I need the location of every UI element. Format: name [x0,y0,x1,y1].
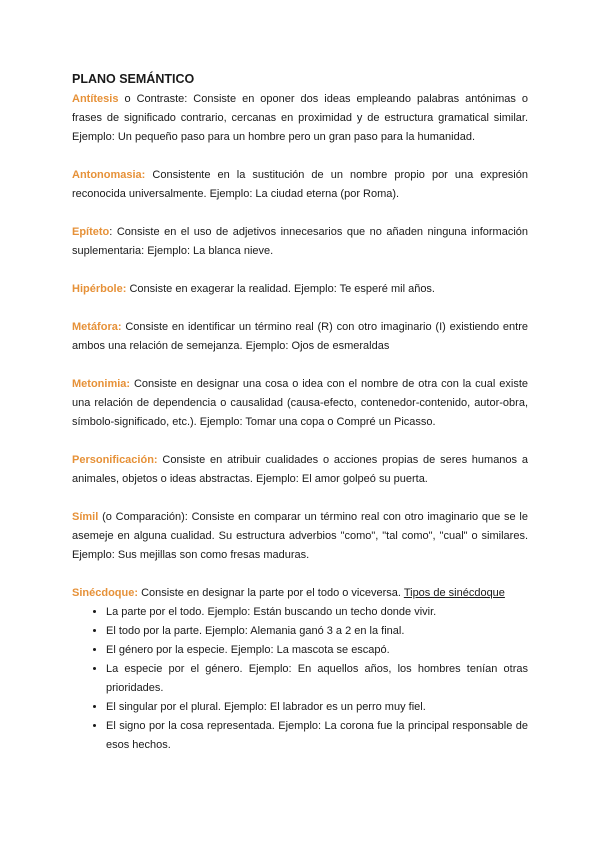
definition: Consistente en la sustitución de un nombre propio por una expresión reconocida universalmente. Ejemplo: La ciudad eterna (por Roma). [72,169,528,200]
sinecdoque-types-list [72,603,528,755]
separator: o [118,93,137,105]
list-item: • El género por la especie. Ejemplo: La mascota se escapó. [106,641,528,660]
definition: Consiste en exagerar la realidad. Ejemplo: Te esperé mil años. [129,283,435,295]
term: Hipérbole: [72,283,127,295]
term: Epíteto [72,226,110,238]
entry-simil [72,508,528,565]
term: Metonimia: [72,378,131,390]
term: Metáfora: [72,321,122,333]
sinecdoque-types-link: Tipos de sinécdoque [403,587,505,599]
definition: (o Comparación): Consiste en comparar un término real con otro imaginario que se le asemeje en alguna cualidad. Su estructura adverbios "como", "tal como", "cual" o similares. Ejemplo: Sus mejillas son como fresas maduras. [72,511,528,561]
term: Sinécdoque: [72,587,139,599]
definition: Consiste en designar la parte por el todo o viceversa. [138,587,404,599]
entry-sinecdoque [72,584,528,755]
definition: Consiste en el uso de adjetivos innecesarios que no añaden ninguna información suplementaria: Ejemplo: La blanca nieve. [72,226,528,257]
list-item: • El signo por la cosa representada. Ejemplo: La corona fue la principal responsable de esos hechos. [106,717,528,755]
list-item: • El todo por la parte. Ejemplo: Alemania ganó 3 a 2 en la final. [106,622,528,641]
entry-antonomasia [72,166,528,204]
definition: Consiste en designar una cosa o idea con el nombre de otra con la cual existe una relación de dependencia o causalidad (causa-efecto, contenedor-contenido, autor-obra, símbolo-significado, etc.). Ejemplo: Tomar una copa o Compré un Picasso. [72,378,528,428]
entry-metafora [72,318,528,356]
definition: Consiste en identificar un término real (R) con otro imaginario (I) existiendo entre ambos una relación de semejanza. Ejemplo: Ojos de esmeraldas [72,321,529,352]
list-item: • El singular por el plural. Ejemplo: El labrador es un perro muy fiel. [106,698,528,717]
definition: Contraste: Consiste en oponer dos ideas empleando palabras antónimas o frases de significado contrario, cercanas en proximidad y de estructura gramatical similar. Ejemplo: Un pequeño paso para un hombre pero un gran paso para la humanidad. [72,93,528,143]
entry-metonimia [72,375,528,432]
list-item: • La especie por el género. Ejemplo: En aquellos años, los hombres tenían otras prioridades. [106,660,528,698]
term: Antonomasia: [72,169,146,181]
entry-epiteto [72,223,528,261]
entry-antitesis [72,90,528,147]
list-item: • La parte por el todo. Ejemplo: Están buscando un techo donde vivir. [106,603,528,622]
entry-hiperbole [72,280,528,299]
definition: Consiste en atribuir cualidades o acciones propias de seres humanos a animales, objetos o ideas abstractas. Ejemplo: El amor golpeó su puerta. [72,454,528,485]
page-title: PLANO SEMÁNTICO [72,72,195,86]
entry-personificacion [72,451,528,489]
term: Antítesis [72,93,119,105]
term: Personificación: [72,454,158,466]
term: Símil [72,511,99,523]
separator: : [109,226,117,238]
